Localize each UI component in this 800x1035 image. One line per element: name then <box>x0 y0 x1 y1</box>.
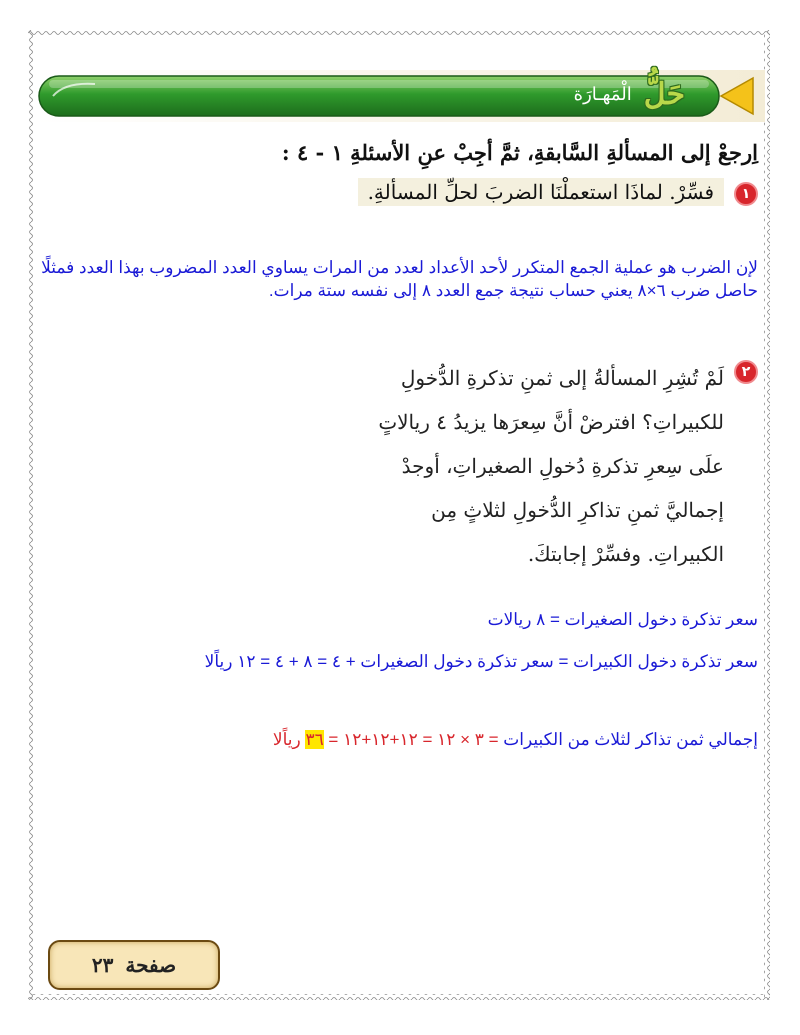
question-2-line: للكبيراتِ؟ افترضْ أنَّ سِعرَها يزيدُ ٤ ريالاتٍ <box>378 410 724 434</box>
page-number-badge <box>48 940 220 990</box>
question-2-line: لَمْ تُشِرِ المسألةُ إلى ثمنِ تذكرةِ الدُّخولِ <box>400 366 724 390</box>
skill-banner <box>35 70 765 122</box>
question-2-line: علَى سِعرِ تذكرةِ دُخولِ الصغيراتِ، أوجدْ <box>401 454 724 478</box>
banner-title-main: حَلُّ <box>643 77 685 112</box>
answer-1-text: لإن الضرب هو عملية الجمع المتكرر لأحد الأعداد لعدد من المرات يساوي العدد المضروب بهذا العدد فمثلًا حاصل ضرب ٦×٨ يعني حساب نتيجة جمع العدد ٨ إلى نفسه ستة مرات. <box>41 258 758 300</box>
answer-2-total <box>38 728 758 751</box>
page-number: ٢٣ <box>91 953 114 977</box>
answer-2-total-unit: رياًلا <box>272 730 306 749</box>
question-2-text <box>344 356 724 576</box>
banner-title-sub: الْمَهـارَة <box>573 84 632 105</box>
question-2-line: الكبيراتِ. وفسِّرْ إجابتكَ. <box>527 542 724 566</box>
answer-2-big-ticket: سعر تذكرة دخول الكبيرات = سعر تذكرة دخول الصغيرات + ٤ = ٨ + ٤ = ١٢ رياًلا <box>204 652 758 671</box>
question-1-text: فسِّرْ. لماذَا استعملْنَا الضربَ لحلِّ المسألةِ. <box>358 178 724 206</box>
answer-2-total-label: إجمالي ثمن تذاكر لثلاث من الكبيرات <box>503 730 758 749</box>
answer-2-total-result: ٣٦ <box>305 730 324 749</box>
question-2-number-badge: ٢ <box>734 360 758 384</box>
instruction-text: اِرجعْ إلى المسألةِ السَّابقةِ، ثمَّ أجِبْ عنِ الأسئلةِ ١ - ٤ : <box>281 140 758 165</box>
answer-2-small-ticket: سعر تذكرة دخول الصغيرات = ٨ ريالات <box>487 610 758 629</box>
question-2 <box>344 356 758 576</box>
question-1-number-badge: ١ <box>734 182 758 206</box>
question-2-line: إجماليَّ ثمنِ تذاكرِ الدُّخولِ لثلاثٍ مِن <box>431 498 724 522</box>
answer-2-total-calc: = ٣ × ١٢ = ١٢+١٢+١٢ = <box>323 730 504 749</box>
page-label: صفحة <box>125 953 177 977</box>
banner-title <box>574 78 685 112</box>
question-1 <box>358 178 758 206</box>
